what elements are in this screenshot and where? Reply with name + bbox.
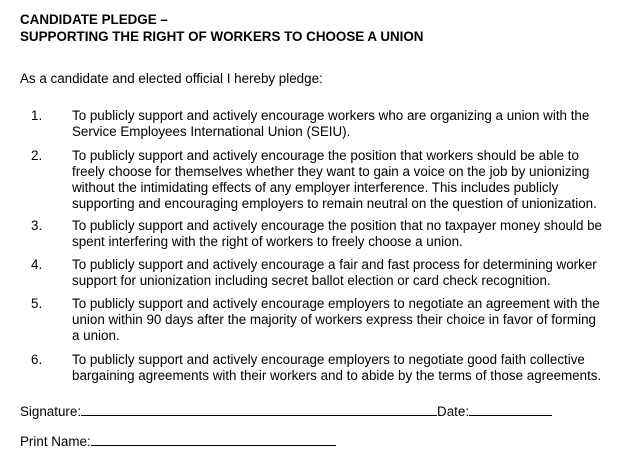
pledge-line: support for unionization including secret ballot election or card check recognition. xyxy=(72,273,551,288)
pledge-number: 1. xyxy=(31,108,43,123)
pledge-line: spent interfering with the right of workers to freely choose a union. xyxy=(72,234,463,249)
date-blank[interactable] xyxy=(469,402,552,416)
print-name-label: Print Name: xyxy=(20,434,91,449)
title-line-1: CANDIDATE PLEDGE – xyxy=(20,12,168,27)
pledge-number: 3. xyxy=(31,218,43,233)
pledge-line: To publicly support and actively encourage a fair and fast process for determining worker xyxy=(72,257,597,272)
pledge-line: freely choose for themselves whether they want to gain a voice on the job by unionizing xyxy=(72,164,590,179)
pledge-number: 2. xyxy=(31,148,43,163)
pledge-line: To publicly support and actively encourage workers who are organizing a union with the xyxy=(72,108,590,123)
signature-row xyxy=(20,402,552,420)
pledge-text xyxy=(72,352,630,384)
print-name-blank[interactable] xyxy=(91,432,336,446)
document-title xyxy=(20,11,423,45)
pledge-line: To publicly support and actively encourage the position that workers should be able to xyxy=(72,148,579,163)
pledge-line: To publicly support and actively encourage employers to negotiate an agreement with the xyxy=(72,296,600,311)
pledge-line: To publicly support and actively encourage employers to negotiate good faith collective xyxy=(72,352,585,367)
pledge-line: a union. xyxy=(72,328,120,343)
intro-text: As a candidate and elected official I hereby pledge: xyxy=(20,71,323,86)
pledge-number: 4. xyxy=(31,257,43,272)
pledge-text xyxy=(72,257,630,289)
pledge-line: To publicly support and actively encourage the position that no taxpayer money should be xyxy=(72,218,603,233)
signature-label: Signature: xyxy=(20,404,82,419)
pledge-line: Service Employees International Union (SEIU). xyxy=(72,124,351,139)
signature-blank[interactable] xyxy=(81,402,437,416)
pledge-line: bargaining agreements with their workers and to abide by the terms of those agreements. xyxy=(72,368,602,383)
pledge-number: 6. xyxy=(31,352,43,367)
pledge-text xyxy=(72,296,630,344)
pledge-number: 5. xyxy=(31,296,43,311)
pledge-text xyxy=(72,108,630,140)
pledge-line: supporting and encouraging employers to remain neutral on the question of unionization. xyxy=(72,196,597,211)
date-label: Date: xyxy=(437,404,470,419)
print-name-row xyxy=(20,432,336,450)
pledge-text xyxy=(72,148,630,212)
title-line-2: SUPPORTING THE RIGHT OF WORKERS TO CHOOSE A UNION xyxy=(20,29,424,44)
pledge-text xyxy=(72,218,630,250)
pledge-line: without the intimidating effects of any employer interference. This includes publicly xyxy=(72,180,559,195)
pledge-line: union within 90 days after the majority of workers express their choice in favor of forming xyxy=(72,312,596,327)
